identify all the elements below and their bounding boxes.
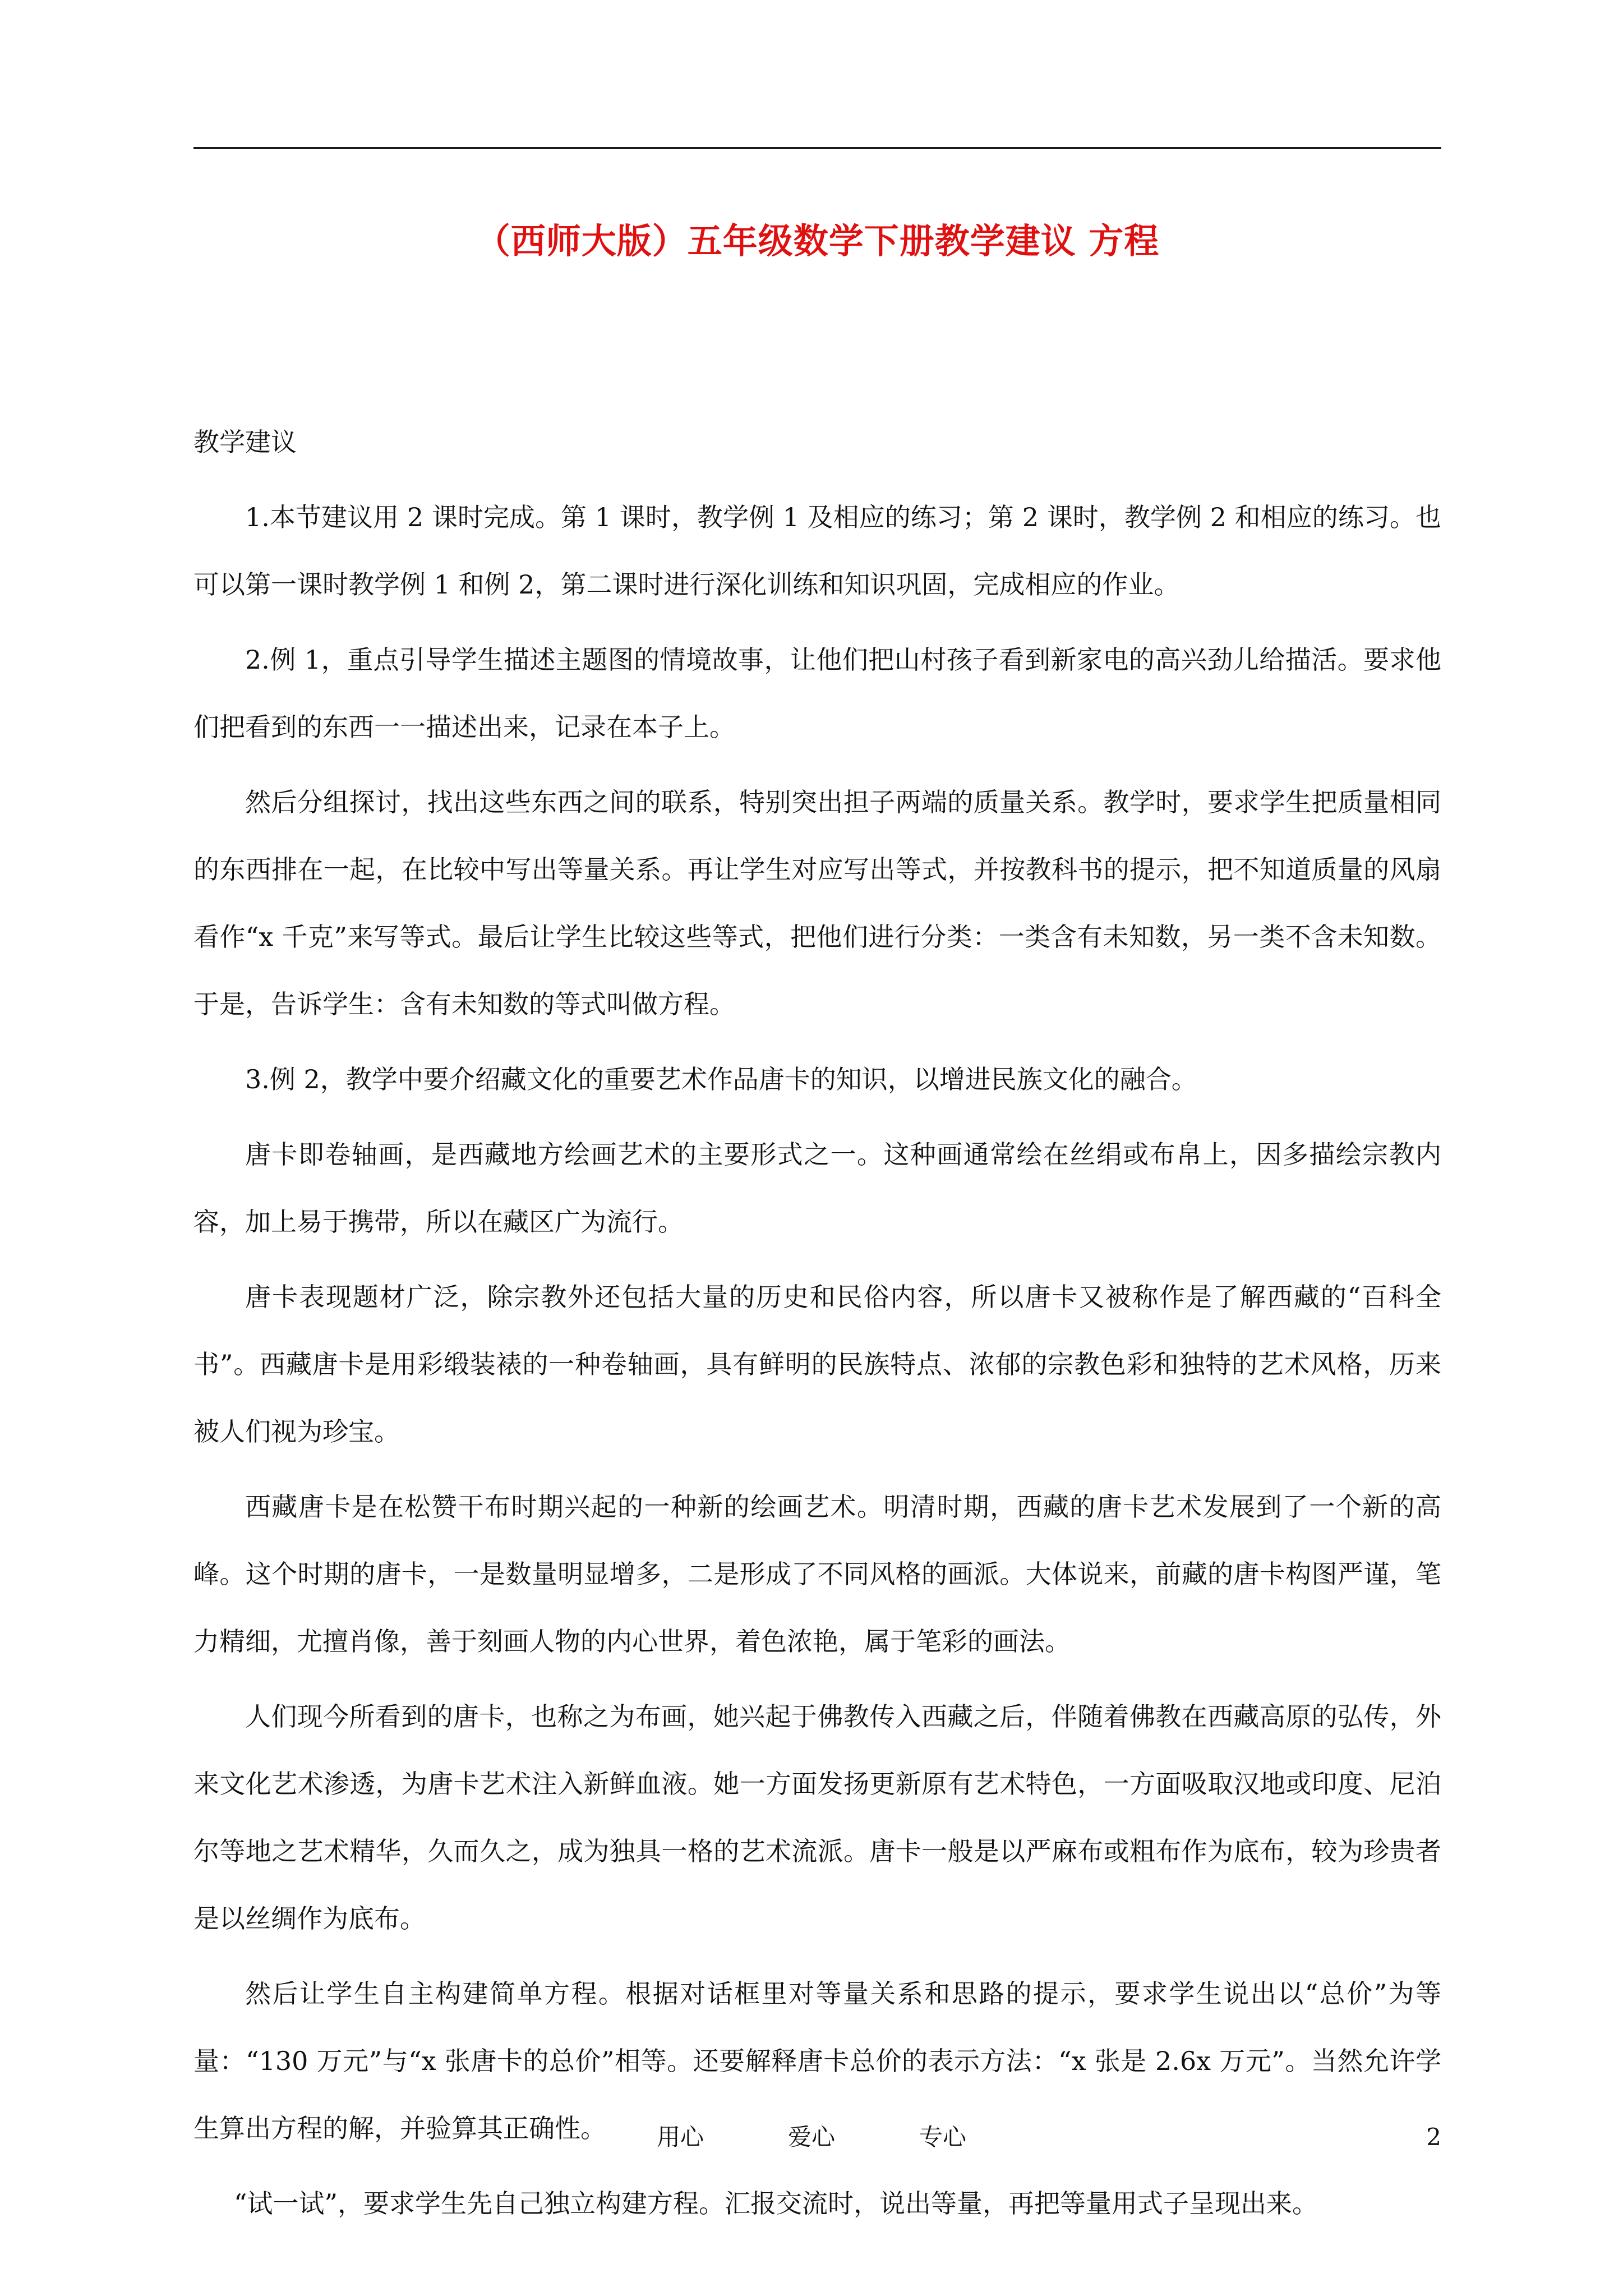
paragraph-6: 唐卡表现题材广泛，除宗教外还包括大量的历史和民俗内容，所以唐卡又被称作是了解西藏的“百科全书”。西藏唐卡是用彩缎装裱的一种卷轴画，具有鲜明的民族特点、浓郁的宗教色彩和独特的艺术风格，历来被人们视为珍宝。 — [193, 1282, 1441, 1447]
paragraph-8: 人们现今所看到的唐卡，也称之为布画，她兴起于佛教传入西藏之后，伴随着佛教在西藏高原的弘传，外来文化艺术渗透，为唐卡艺术注入新鲜血液。她一方面发扬更新原有艺术特色，一方面吸取汉地或印度、尼泊尔等地之艺术精华，久而久之，成为独具一格的艺术流派。唐卡一般是以严麻布或粗布作为底布，较为珍贵者是以丝绸作为底布。 — [193, 1701, 1441, 1934]
section-heading: 教学建议 — [193, 427, 297, 457]
paragraph-3: 然后分组探讨，找出这些东西之间的联系，特别突出担子两端的质量关系。教学时，要求学生把质量相同的东西排在一起，在比较中写出等量关系。再让学生对应写出等式，并按教科书的提示，把不知道质量的风扇看作“x 千克”来写等式。最后让学生比较这些等式，把他们进行分类：一类含有未知数，另一类不含未知数。于是，告诉学生：含有未知数的等式叫做方程。 — [193, 787, 1441, 1019]
footer-motto — [0, 2120, 1623, 2154]
paragraph-5: 唐卡即卷轴画，是西藏地方绘画艺术的主要形式之一。这种画通常绘在丝绢或布帛上，因多描绘宗教内容，加上易于携带，所以在藏区广为流行。 — [193, 1139, 1441, 1237]
page-number: 2 — [1426, 2123, 1441, 2151]
paragraph-9: 然后让学生自主构建简单方程。根据对话框里对等量关系和思路的提示，要求学生说出以“总价”为等量：“130 万元”与“x 张唐卡的总价”相等。还要解释唐卡总价的表示方法：“x 张是 2.6x 万元”。当然允许学生算出方程的解，并验算其正确性。 — [193, 1978, 1441, 2143]
paragraph-10: “试一试”，要求学生先自己独立构建方程。汇报交流时，说出等量，再把等量用式子呈现出来。 — [234, 2188, 1318, 2219]
header-rule — [193, 147, 1441, 149]
paragraph-2: 2.例 1，重点引导学生描述主题图的情境故事，让他们把山村孩子看到新家电的高兴劲儿给描活。要求他们把看到的东西一一描述出来，记录在本子上。 — [193, 645, 1441, 742]
document-body — [193, 408, 1441, 2245]
footer-motto-2: 爱心 — [787, 2123, 835, 2151]
paragraph-7: 西藏唐卡是在松赞干布时期兴起的一种新的绘画艺术。明清时期，西藏的唐卡艺术发展到了一个新的高峰。这个时期的唐卡，一是数量明显增多，二是形成了不同风格的画派。大体说来，前藏的唐卡构图严谨，笔力精细，尤擅肖像，善于刻画人物的内心世界，着色浓艳，属于笔彩的画法。 — [193, 1492, 1441, 1657]
footer-motto-3: 专心 — [919, 2123, 967, 2151]
paragraph-4: 3.例 2，教学中要介绍藏文化的重要艺术作品唐卡的知识，以增进民族文化的融合。 — [245, 1064, 1197, 1094]
footer-motto-1: 用心 — [656, 2123, 704, 2151]
document-title: （西师大版）五年级数学下册教学建议 方程 — [475, 220, 1160, 261]
paragraph-1: 1.本节建议用 2 课时完成。第 1 课时，教学例 1 及相应的练习；第 2 课时，教学例 2 和相应的练习。也可以第一课时教学例 1 和例 2，第二课时进行深化训练和知识巩固，完成相应的作业。 — [193, 502, 1441, 600]
